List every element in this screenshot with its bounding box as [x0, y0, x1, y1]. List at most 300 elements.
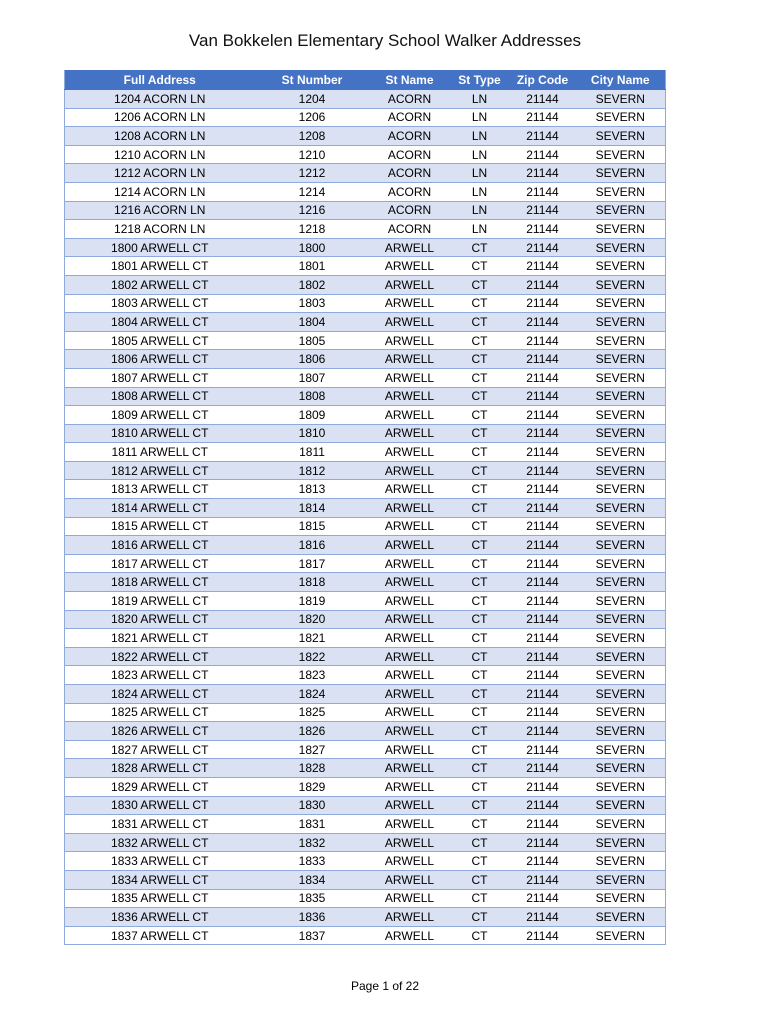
st-number-cell: 1816 — [255, 536, 370, 555]
table-row — [65, 777, 666, 796]
full-address-cell: 1813 ARWELL CT — [65, 480, 255, 499]
st-number-cell: 1810 — [255, 424, 370, 443]
full-address-cell: 1801 ARWELL CT — [65, 257, 255, 276]
st-name-cell: ACORN — [370, 90, 450, 109]
city-name-cell: SEVERN — [576, 592, 666, 611]
st-number-cell: 1218 — [255, 220, 370, 239]
st-type-cell: CT — [450, 313, 510, 332]
st-name-cell: ARWELL — [370, 554, 450, 573]
column-header-full-address: Full Address — [65, 70, 255, 90]
st-type-cell: CT — [450, 517, 510, 536]
city-name-cell: SEVERN — [576, 554, 666, 573]
city-name-cell: SEVERN — [576, 257, 666, 276]
table-row — [65, 833, 666, 852]
zip-code-cell: 21144 — [510, 145, 576, 164]
st-name-cell: ARWELL — [370, 777, 450, 796]
st-type-cell: CT — [450, 573, 510, 592]
city-name-cell: SEVERN — [576, 387, 666, 406]
full-address-cell: 1825 ARWELL CT — [65, 703, 255, 722]
st-number-cell: 1214 — [255, 182, 370, 201]
table-row — [65, 127, 666, 146]
st-name-cell: ACORN — [370, 145, 450, 164]
table-row — [65, 350, 666, 369]
table-row — [65, 796, 666, 815]
city-name-cell: SEVERN — [576, 722, 666, 741]
st-type-cell: CT — [450, 666, 510, 685]
city-name-cell: SEVERN — [576, 127, 666, 146]
st-name-cell: ARWELL — [370, 629, 450, 648]
st-type-cell: CT — [450, 331, 510, 350]
city-name-cell: SEVERN — [576, 573, 666, 592]
full-address-cell: 1818 ARWELL CT — [65, 573, 255, 592]
st-number-cell: 1801 — [255, 257, 370, 276]
st-type-cell: LN — [450, 182, 510, 201]
table-row — [65, 201, 666, 220]
st-name-cell: ARWELL — [370, 387, 450, 406]
st-type-cell: CT — [450, 610, 510, 629]
st-name-cell: ARWELL — [370, 443, 450, 462]
st-name-cell: ARWELL — [370, 870, 450, 889]
table-body — [65, 90, 666, 945]
table-row — [65, 666, 666, 685]
st-number-cell: 1807 — [255, 368, 370, 387]
st-type-cell: CT — [450, 368, 510, 387]
st-number-cell: 1811 — [255, 443, 370, 462]
st-name-cell: ARWELL — [370, 833, 450, 852]
st-name-cell: ARWELL — [370, 368, 450, 387]
st-number-cell: 1817 — [255, 554, 370, 573]
city-name-cell: SEVERN — [576, 108, 666, 127]
st-type-cell: CT — [450, 685, 510, 704]
table-row — [65, 852, 666, 871]
zip-code-cell: 21144 — [510, 350, 576, 369]
zip-code-cell: 21144 — [510, 685, 576, 704]
zip-code-cell: 21144 — [510, 703, 576, 722]
st-name-cell: ARWELL — [370, 908, 450, 927]
table-row — [65, 926, 666, 945]
column-header-st-type: St Type — [450, 70, 510, 90]
st-number-cell: 1828 — [255, 759, 370, 778]
zip-code-cell: 21144 — [510, 926, 576, 945]
st-number-cell: 1829 — [255, 777, 370, 796]
column-header-st-name: St Name — [370, 70, 450, 90]
full-address-cell: 1832 ARWELL CT — [65, 833, 255, 852]
st-name-cell: ARWELL — [370, 703, 450, 722]
table-row — [65, 610, 666, 629]
table-row — [65, 424, 666, 443]
city-name-cell: SEVERN — [576, 796, 666, 815]
zip-code-cell: 21144 — [510, 666, 576, 685]
full-address-cell: 1802 ARWELL CT — [65, 275, 255, 294]
zip-code-cell: 21144 — [510, 127, 576, 146]
full-address-cell: 1831 ARWELL CT — [65, 815, 255, 834]
st-type-cell: CT — [450, 703, 510, 722]
st-name-cell: ARWELL — [370, 852, 450, 871]
st-type-cell: CT — [450, 870, 510, 889]
city-name-cell: SEVERN — [576, 647, 666, 666]
full-address-cell: 1822 ARWELL CT — [65, 647, 255, 666]
table-row — [65, 480, 666, 499]
st-number-cell: 1834 — [255, 870, 370, 889]
city-name-cell: SEVERN — [576, 517, 666, 536]
city-name-cell: SEVERN — [576, 461, 666, 480]
st-name-cell: ARWELL — [370, 759, 450, 778]
st-name-cell: ARWELL — [370, 331, 450, 350]
st-name-cell: ARWELL — [370, 257, 450, 276]
city-name-cell: SEVERN — [576, 220, 666, 239]
full-address-cell: 1816 ARWELL CT — [65, 536, 255, 555]
st-number-cell: 1827 — [255, 740, 370, 759]
zip-code-cell: 21144 — [510, 889, 576, 908]
full-address-cell: 1800 ARWELL CT — [65, 238, 255, 257]
full-address-cell: 1817 ARWELL CT — [65, 554, 255, 573]
zip-code-cell: 21144 — [510, 238, 576, 257]
full-address-cell: 1809 ARWELL CT — [65, 406, 255, 425]
st-type-cell: CT — [450, 387, 510, 406]
st-type-cell: CT — [450, 554, 510, 573]
zip-code-cell: 21144 — [510, 740, 576, 759]
st-type-cell: CT — [450, 461, 510, 480]
st-type-cell: CT — [450, 926, 510, 945]
zip-code-cell: 21144 — [510, 870, 576, 889]
city-name-cell: SEVERN — [576, 926, 666, 945]
st-name-cell: ARWELL — [370, 647, 450, 666]
st-type-cell: CT — [450, 592, 510, 611]
full-address-cell: 1811 ARWELL CT — [65, 443, 255, 462]
zip-code-cell: 21144 — [510, 443, 576, 462]
zip-code-cell: 21144 — [510, 461, 576, 480]
st-number-cell: 1804 — [255, 313, 370, 332]
st-type-cell: CT — [450, 815, 510, 834]
city-name-cell: SEVERN — [576, 536, 666, 555]
city-name-cell: SEVERN — [576, 499, 666, 518]
st-number-cell: 1805 — [255, 331, 370, 350]
city-name-cell: SEVERN — [576, 331, 666, 350]
zip-code-cell: 21144 — [510, 90, 576, 109]
zip-code-cell: 21144 — [510, 908, 576, 927]
zip-code-cell: 21144 — [510, 387, 576, 406]
city-name-cell: SEVERN — [576, 145, 666, 164]
zip-code-cell: 21144 — [510, 220, 576, 239]
st-name-cell: ARWELL — [370, 461, 450, 480]
st-name-cell: ARWELL — [370, 517, 450, 536]
st-name-cell: ARWELL — [370, 573, 450, 592]
st-type-cell: LN — [450, 90, 510, 109]
table-row — [65, 368, 666, 387]
full-address-cell: 1824 ARWELL CT — [65, 685, 255, 704]
table-row — [65, 313, 666, 332]
full-address-cell: 1836 ARWELL CT — [65, 908, 255, 927]
zip-code-cell: 21144 — [510, 592, 576, 611]
full-address-cell: 1823 ARWELL CT — [65, 666, 255, 685]
st-name-cell: ARWELL — [370, 815, 450, 834]
table-row — [65, 759, 666, 778]
city-name-cell: SEVERN — [576, 90, 666, 109]
zip-code-cell: 21144 — [510, 517, 576, 536]
st-number-cell: 1814 — [255, 499, 370, 518]
table-row — [65, 499, 666, 518]
table-row — [65, 182, 666, 201]
st-type-cell: CT — [450, 777, 510, 796]
st-number-cell: 1833 — [255, 852, 370, 871]
st-name-cell: ARWELL — [370, 796, 450, 815]
st-type-cell: CT — [450, 350, 510, 369]
st-name-cell: ARWELL — [370, 610, 450, 629]
st-number-cell: 1823 — [255, 666, 370, 685]
zip-code-cell: 21144 — [510, 182, 576, 201]
zip-code-cell: 21144 — [510, 480, 576, 499]
city-name-cell: SEVERN — [576, 201, 666, 220]
st-number-cell: 1802 — [255, 275, 370, 294]
full-address-cell: 1812 ARWELL CT — [65, 461, 255, 480]
city-name-cell: SEVERN — [576, 275, 666, 294]
st-number-cell: 1800 — [255, 238, 370, 257]
table-row — [65, 703, 666, 722]
table-row — [65, 722, 666, 741]
full-address-cell: 1820 ARWELL CT — [65, 610, 255, 629]
table-row — [65, 815, 666, 834]
table-row — [65, 554, 666, 573]
city-name-cell: SEVERN — [576, 629, 666, 648]
st-number-cell: 1210 — [255, 145, 370, 164]
zip-code-cell: 21144 — [510, 164, 576, 183]
st-type-cell: CT — [450, 722, 510, 741]
zip-code-cell: 21144 — [510, 610, 576, 629]
st-name-cell: ARWELL — [370, 740, 450, 759]
zip-code-cell: 21144 — [510, 852, 576, 871]
table-row — [65, 908, 666, 927]
city-name-cell: SEVERN — [576, 815, 666, 834]
zip-code-cell: 21144 — [510, 201, 576, 220]
table-row — [65, 740, 666, 759]
full-address-cell: 1835 ARWELL CT — [65, 889, 255, 908]
full-address-cell: 1833 ARWELL CT — [65, 852, 255, 871]
st-type-cell: CT — [450, 275, 510, 294]
zip-code-cell: 21144 — [510, 313, 576, 332]
st-type-cell: LN — [450, 201, 510, 220]
st-number-cell: 1204 — [255, 90, 370, 109]
st-number-cell: 1822 — [255, 647, 370, 666]
st-number-cell: 1835 — [255, 889, 370, 908]
zip-code-cell: 21144 — [510, 368, 576, 387]
st-type-cell: CT — [450, 406, 510, 425]
full-address-cell: 1810 ARWELL CT — [65, 424, 255, 443]
st-type-cell: CT — [450, 833, 510, 852]
walker-address-table — [64, 70, 666, 945]
full-address-cell: 1827 ARWELL CT — [65, 740, 255, 759]
zip-code-cell: 21144 — [510, 536, 576, 555]
table-row — [65, 108, 666, 127]
city-name-cell: SEVERN — [576, 164, 666, 183]
st-type-cell: CT — [450, 499, 510, 518]
st-name-cell: ARWELL — [370, 350, 450, 369]
city-name-cell: SEVERN — [576, 759, 666, 778]
st-type-cell: CT — [450, 852, 510, 871]
city-name-cell: SEVERN — [576, 740, 666, 759]
st-type-cell: CT — [450, 759, 510, 778]
table-header-row — [65, 70, 666, 90]
table-row — [65, 275, 666, 294]
full-address-cell: 1208 ACORN LN — [65, 127, 255, 146]
city-name-cell: SEVERN — [576, 294, 666, 313]
zip-code-cell: 21144 — [510, 777, 576, 796]
st-number-cell: 1212 — [255, 164, 370, 183]
st-type-cell: LN — [450, 145, 510, 164]
zip-code-cell: 21144 — [510, 629, 576, 648]
column-header-st-number: St Number — [255, 70, 370, 90]
table-row — [65, 164, 666, 183]
full-address-cell: 1828 ARWELL CT — [65, 759, 255, 778]
st-type-cell: LN — [450, 127, 510, 146]
table-row — [65, 870, 666, 889]
city-name-cell: SEVERN — [576, 685, 666, 704]
st-name-cell: ACORN — [370, 164, 450, 183]
st-number-cell: 1803 — [255, 294, 370, 313]
city-name-cell: SEVERN — [576, 313, 666, 332]
st-type-cell: CT — [450, 536, 510, 555]
st-name-cell: ARWELL — [370, 499, 450, 518]
st-number-cell: 1206 — [255, 108, 370, 127]
city-name-cell: SEVERN — [576, 703, 666, 722]
st-name-cell: ARWELL — [370, 480, 450, 499]
zip-code-cell: 21144 — [510, 815, 576, 834]
st-number-cell: 1208 — [255, 127, 370, 146]
table-row — [65, 685, 666, 704]
st-number-cell: 1819 — [255, 592, 370, 611]
st-number-cell: 1831 — [255, 815, 370, 834]
st-name-cell: ARWELL — [370, 685, 450, 704]
full-address-cell: 1815 ARWELL CT — [65, 517, 255, 536]
column-header-zip-code: Zip Code — [510, 70, 576, 90]
table-row — [65, 461, 666, 480]
full-address-cell: 1826 ARWELL CT — [65, 722, 255, 741]
st-name-cell: ARWELL — [370, 666, 450, 685]
st-name-cell: ACORN — [370, 182, 450, 201]
city-name-cell: SEVERN — [576, 889, 666, 908]
city-name-cell: SEVERN — [576, 238, 666, 257]
st-number-cell: 1809 — [255, 406, 370, 425]
st-name-cell: ACORN — [370, 127, 450, 146]
page-title: Van Bokkelen Elementary School Walker Addresses — [188, 31, 582, 50]
city-name-cell: SEVERN — [576, 908, 666, 927]
st-number-cell: 1815 — [255, 517, 370, 536]
table-row — [65, 573, 666, 592]
full-address-cell: 1218 ACORN LN — [65, 220, 255, 239]
st-name-cell: ARWELL — [370, 926, 450, 945]
zip-code-cell: 21144 — [510, 108, 576, 127]
zip-code-cell: 21144 — [510, 759, 576, 778]
zip-code-cell: 21144 — [510, 331, 576, 350]
table-row — [65, 90, 666, 109]
st-type-cell: CT — [450, 796, 510, 815]
zip-code-cell: 21144 — [510, 554, 576, 573]
full-address-cell: 1806 ARWELL CT — [65, 350, 255, 369]
st-type-cell: CT — [450, 443, 510, 462]
st-number-cell: 1808 — [255, 387, 370, 406]
zip-code-cell: 21144 — [510, 647, 576, 666]
st-number-cell: 1825 — [255, 703, 370, 722]
full-address-cell: 1214 ACORN LN — [65, 182, 255, 201]
zip-code-cell: 21144 — [510, 275, 576, 294]
st-type-cell: LN — [450, 108, 510, 127]
city-name-cell: SEVERN — [576, 182, 666, 201]
st-name-cell: ARWELL — [370, 536, 450, 555]
st-type-cell: LN — [450, 164, 510, 183]
city-name-cell: SEVERN — [576, 424, 666, 443]
full-address-cell: 1805 ARWELL CT — [65, 331, 255, 350]
full-address-cell: 1210 ACORN LN — [65, 145, 255, 164]
zip-code-cell: 21144 — [510, 294, 576, 313]
st-name-cell: ARWELL — [370, 275, 450, 294]
st-number-cell: 1813 — [255, 480, 370, 499]
st-number-cell: 1820 — [255, 610, 370, 629]
st-number-cell: 1832 — [255, 833, 370, 852]
st-number-cell: 1837 — [255, 926, 370, 945]
full-address-cell: 1807 ARWELL CT — [65, 368, 255, 387]
st-type-cell: CT — [450, 238, 510, 257]
full-address-cell: 1212 ACORN LN — [65, 164, 255, 183]
zip-code-cell: 21144 — [510, 257, 576, 276]
st-number-cell: 1830 — [255, 796, 370, 815]
st-type-cell: CT — [450, 257, 510, 276]
st-name-cell: ARWELL — [370, 424, 450, 443]
st-name-cell: ARWELL — [370, 592, 450, 611]
full-address-cell: 1808 ARWELL CT — [65, 387, 255, 406]
table-row — [65, 257, 666, 276]
city-name-cell: SEVERN — [576, 666, 666, 685]
zip-code-cell: 21144 — [510, 722, 576, 741]
st-type-cell: CT — [450, 294, 510, 313]
city-name-cell: SEVERN — [576, 870, 666, 889]
city-name-cell: SEVERN — [576, 852, 666, 871]
st-type-cell: CT — [450, 480, 510, 499]
st-name-cell: ARWELL — [370, 406, 450, 425]
zip-code-cell: 21144 — [510, 424, 576, 443]
st-type-cell: CT — [450, 740, 510, 759]
table-row — [65, 536, 666, 555]
full-address-cell: 1837 ARWELL CT — [65, 926, 255, 945]
page-number: Page 1 of 22 — [350, 979, 420, 993]
city-name-cell: SEVERN — [576, 350, 666, 369]
st-type-cell: CT — [450, 424, 510, 443]
city-name-cell: SEVERN — [576, 610, 666, 629]
st-name-cell: ARWELL — [370, 294, 450, 313]
city-name-cell: SEVERN — [576, 406, 666, 425]
st-number-cell: 1836 — [255, 908, 370, 927]
table-row — [65, 592, 666, 611]
st-type-cell: CT — [450, 647, 510, 666]
st-type-cell: CT — [450, 908, 510, 927]
st-number-cell: 1826 — [255, 722, 370, 741]
st-number-cell: 1812 — [255, 461, 370, 480]
table-row — [65, 406, 666, 425]
st-name-cell: ACORN — [370, 220, 450, 239]
full-address-cell: 1821 ARWELL CT — [65, 629, 255, 648]
table-row — [65, 629, 666, 648]
st-name-cell: ARWELL — [370, 722, 450, 741]
st-number-cell: 1824 — [255, 685, 370, 704]
full-address-cell: 1216 ACORN LN — [65, 201, 255, 220]
full-address-cell: 1206 ACORN LN — [65, 108, 255, 127]
zip-code-cell: 21144 — [510, 406, 576, 425]
st-type-cell: CT — [450, 889, 510, 908]
table-row — [65, 331, 666, 350]
table-row — [65, 145, 666, 164]
table-row — [65, 294, 666, 313]
st-type-cell: CT — [450, 629, 510, 648]
st-number-cell: 1216 — [255, 201, 370, 220]
city-name-cell: SEVERN — [576, 777, 666, 796]
